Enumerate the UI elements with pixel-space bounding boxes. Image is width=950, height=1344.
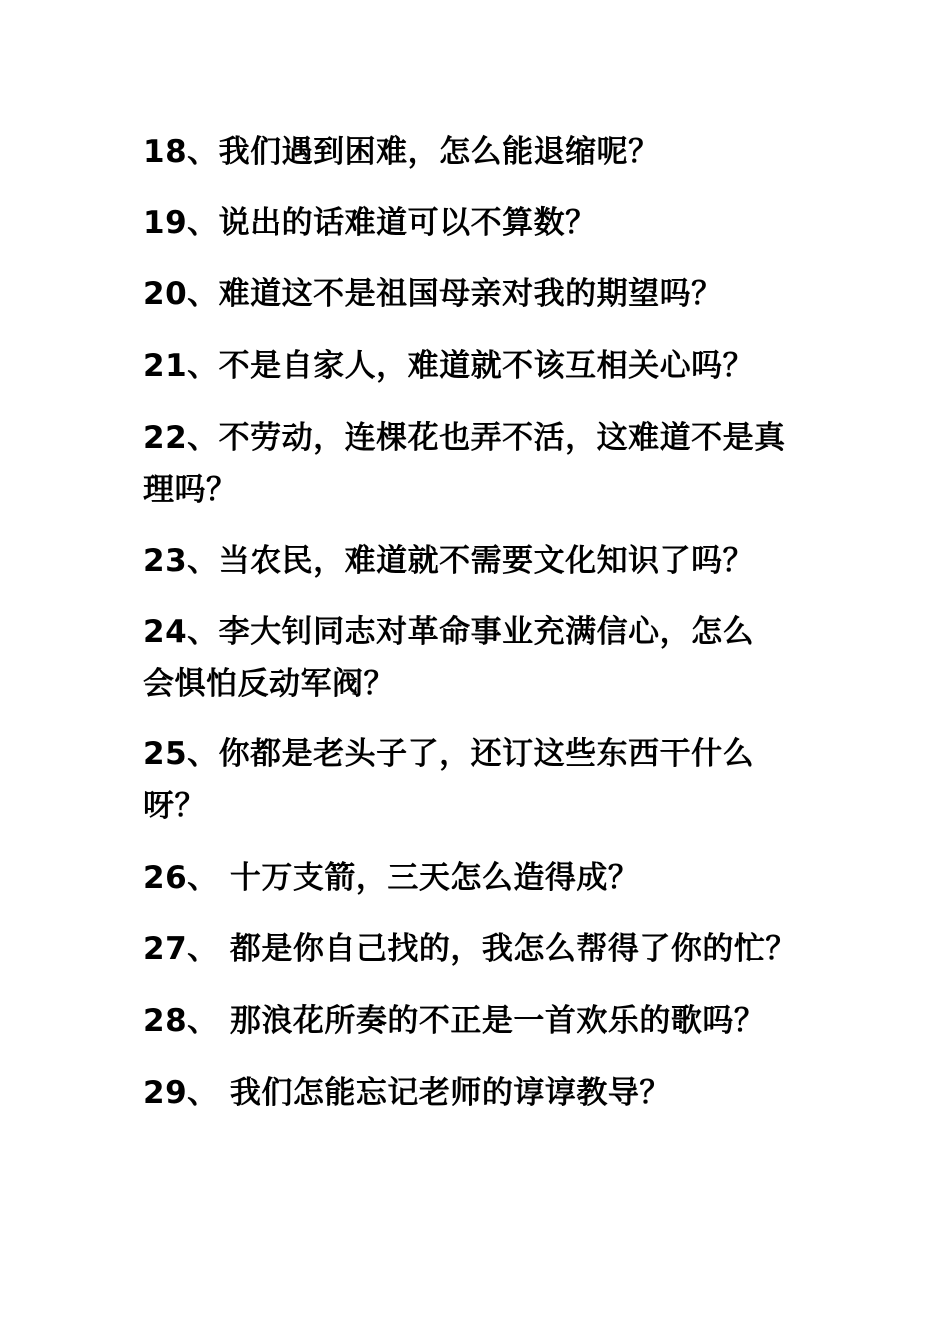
sentence-24: [143, 606, 843, 710]
sentence-line: 24、李大钊同志对革命事业充满信心，怎么: [143, 614, 755, 650]
sentence-line: 21、不是自家人，难道就不该互相关心吗？: [143, 348, 755, 384]
sentence-26: [143, 852, 843, 904]
sentence-line: 23、当农民，难道就不需要文化知识了吗？: [143, 543, 755, 579]
sentence-line: 20、难道这不是祖国母亲对我的期望吗？: [143, 276, 723, 312]
sentence-25: [143, 728, 843, 832]
sentence-18: [143, 126, 843, 178]
sentence-line: 理吗？: [143, 472, 238, 508]
sentence-line: 29、 我们怎能忘记老师的谆谆教导？: [143, 1075, 671, 1111]
sentence-29: [143, 1067, 843, 1119]
sentence-23: [143, 535, 843, 587]
sentence-22: [143, 412, 843, 516]
sentence-line: 呀？: [143, 788, 206, 824]
sentence-line: 28、 那浪花所奏的不正是一首欢乐的歌吗？: [143, 1003, 766, 1039]
sentence-line: 25、你都是老头子了，还订这些东西干什么: [143, 736, 755, 772]
sentence-line: 19、说出的话难道可以不算数？: [143, 205, 597, 241]
sentence-line: 会惧怕反动军阀？: [143, 666, 395, 702]
sentence-line: 27、 都是你自己找的，我怎么帮得了你的忙？: [143, 931, 797, 967]
sentence-20: [143, 268, 843, 320]
sentence-line: 22、不劳动，连棵花也弄不活，这难道不是真: [143, 420, 786, 456]
sentence-21: [143, 340, 843, 392]
sentence-line: 18、我们遇到困难，怎么能退缩呢？: [143, 134, 660, 170]
sentence-28: [143, 995, 843, 1047]
sentence-line: 26、 十万支箭，三天怎么造得成？: [143, 860, 640, 896]
sentence-27: [143, 923, 843, 975]
sentence-19: [143, 197, 843, 249]
